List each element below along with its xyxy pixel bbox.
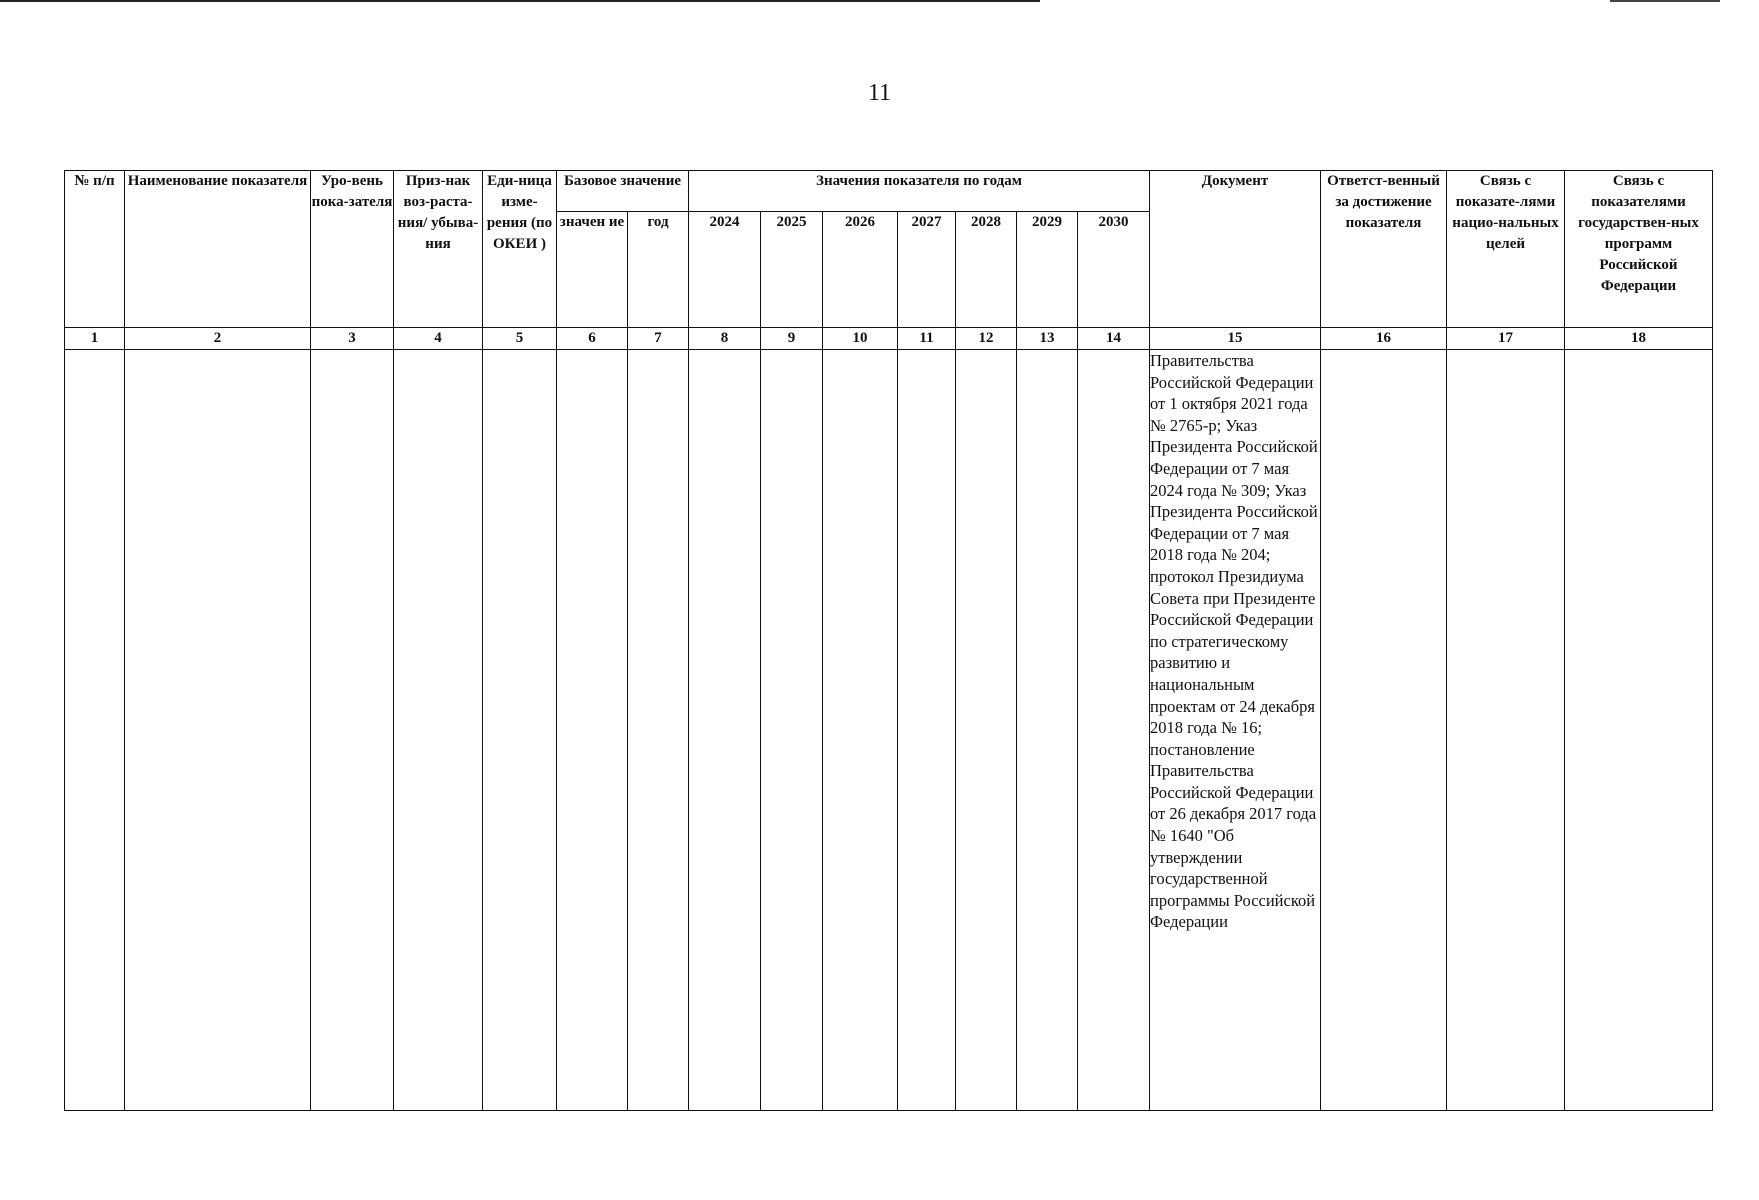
- cell-national-goals-link: [1447, 350, 1565, 1111]
- header-unit: Еди-ница изме-рения (по ОКЕИ ): [483, 171, 557, 328]
- cell-number: [65, 350, 125, 1111]
- header-base-value: Базовое значение: [557, 171, 689, 212]
- column-number: 17: [1447, 328, 1565, 350]
- header-base-year: год: [628, 212, 689, 328]
- column-number: 16: [1321, 328, 1447, 350]
- header-state-programs-link: Связь с показателями государствен-ных программ Российской Федерации: [1565, 171, 1713, 328]
- column-number: 10: [823, 328, 898, 350]
- cell-responsible: [1321, 350, 1447, 1111]
- cell-year-2024: [689, 350, 761, 1111]
- column-number: 12: [956, 328, 1017, 350]
- cell-indicator-name: [125, 350, 311, 1111]
- cell-base-value: [557, 350, 628, 1111]
- header-year-2030: 2030: [1078, 212, 1150, 328]
- header-indicator-level: Уро-вень пока-зателя: [311, 171, 394, 328]
- cell-year-2028: [956, 350, 1017, 1111]
- cell-year-2026: [823, 350, 898, 1111]
- cell-unit: [483, 350, 557, 1111]
- header-indicator-name: Наименование показателя: [125, 171, 311, 328]
- header-year-2026: 2026: [823, 212, 898, 328]
- column-number: 15: [1150, 328, 1321, 350]
- header-year-2025: 2025: [761, 212, 823, 328]
- column-number: 7: [628, 328, 689, 350]
- column-number: 13: [1017, 328, 1078, 350]
- column-number: 1: [65, 328, 125, 350]
- header-values-by-year: Значения показателя по годам: [689, 171, 1150, 212]
- header-trend-sign: Приз-нак воз-раста-ния/ убыва-ния: [394, 171, 483, 328]
- page-number: 11: [867, 80, 892, 106]
- top-rule: [0, 0, 1040, 2]
- header-responsible: Ответст-венный за достижение показателя: [1321, 171, 1447, 328]
- cell-indicator-level: [311, 350, 394, 1111]
- cell-year-2030: [1078, 350, 1150, 1111]
- column-number: 6: [557, 328, 628, 350]
- column-number: 2: [125, 328, 311, 350]
- cell-year-2025: [761, 350, 823, 1111]
- header-base-value-amount: значен ие: [557, 212, 628, 328]
- header-national-goals-link: Связь с показате-лями нацио-нальных целей: [1447, 171, 1565, 328]
- column-number: 3: [311, 328, 394, 350]
- cell-state-programs-link: [1565, 350, 1713, 1111]
- indicators-table: [64, 170, 1713, 1111]
- top-rule-right: [1610, 0, 1720, 2]
- header-year-2024: 2024: [689, 212, 761, 328]
- header-year-2027: 2027: [898, 212, 956, 328]
- cell-base-year: [628, 350, 689, 1111]
- column-number: 18: [1565, 328, 1713, 350]
- cell-year-2029: [1017, 350, 1078, 1111]
- column-number: 14: [1078, 328, 1150, 350]
- cell-year-2027: [898, 350, 956, 1111]
- column-number: 5: [483, 328, 557, 350]
- column-number: 9: [761, 328, 823, 350]
- header-number: № п/п: [65, 171, 125, 328]
- header-year-2028: 2028: [956, 212, 1017, 328]
- cell-trend-sign: [394, 350, 483, 1111]
- column-number: 4: [394, 328, 483, 350]
- header-document: Документ: [1150, 171, 1321, 328]
- column-number: 11: [898, 328, 956, 350]
- cell-document: Правительства Российской Федерации от 1 октября 2021 года № 2765-р; Указ Президента Российской Федерации от 7 мая 2024 года № 309; Указ Президента Российской Федерации от 7 мая 2018 года № 204; протокол Президиума Совета при Президенте Российской Федерации по стратегическому развитию и национальным проектам от 24 декабря 2018 года № 16; постановление Правительства Российской Федерации от 26 декабря 2017 года № 1640 "Об утверждении государственной программы Российской Федерации: [1150, 350, 1321, 1111]
- table-row: [65, 350, 1713, 1111]
- header-year-2029: 2029: [1017, 212, 1078, 328]
- column-number: 8: [689, 328, 761, 350]
